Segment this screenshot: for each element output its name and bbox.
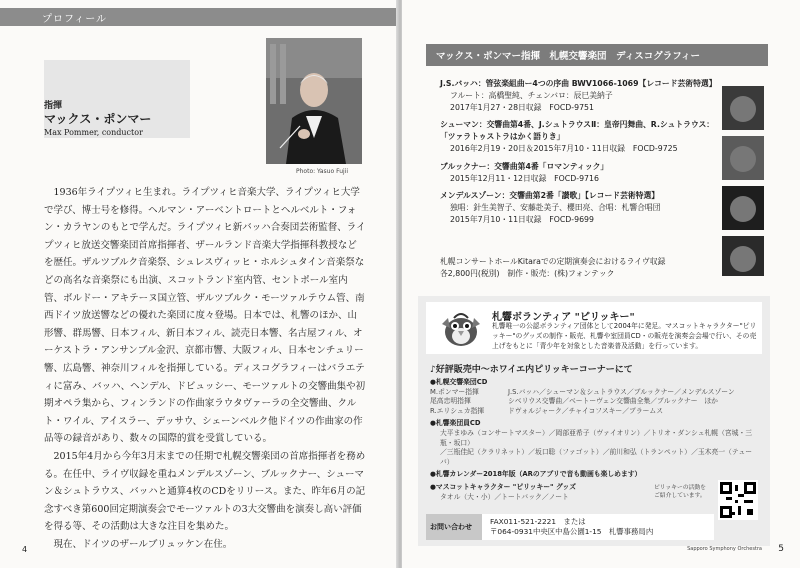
disc-title: メンデルスゾーン：交響曲第2番「讃歌」【レコード芸術特選】: [440, 191, 660, 201]
disc-item: [440, 78, 720, 113]
conductor-cell: R.エリシュカ指揮: [430, 406, 485, 415]
disc-item: [440, 119, 720, 154]
works-cell: シベリウス交響曲／ベートーヴェン交響曲全集／ブルックナー ほか: [508, 397, 718, 406]
shop-category: ●札響楽団員CD: [430, 419, 481, 428]
pikki-intro: [426, 302, 762, 354]
shop-category: ●札幌交響楽団CD: [430, 378, 488, 386]
disc-title: シューマン：交響曲第4番、J.シュトラウスⅡ：皇帝円舞曲、R.シュトラウス：「ツァラトゥストラはかく語りき」: [440, 120, 715, 142]
shop-list: [430, 378, 760, 502]
conductor-cell: M.ポンマー指揮: [430, 387, 479, 396]
note-line: 各2,800円(税別) 制作・販売：(株)フォンテック: [440, 269, 615, 278]
pikki-title: 札響ボランティア "ピリッキー": [492, 312, 635, 323]
conductor-cell: 尾高忠明指揮: [430, 397, 471, 406]
discography-list: [440, 78, 720, 232]
cd-cover-mendelssohn: [722, 236, 764, 276]
disc-detail: 2015年12月11・12日収録 FOCD-9716: [450, 173, 599, 183]
disc-item: [440, 190, 720, 225]
disc-detail: フルート：高橋聖純、チェンバロ：辰巳美納子: [450, 90, 613, 100]
list-item: [430, 388, 760, 398]
pikki-mascot-icon: [436, 308, 486, 350]
photo-credit: Photo: Yasuo Fujii: [296, 168, 348, 175]
list-item: [430, 407, 760, 417]
disc-item: [440, 161, 720, 185]
works-cell: ドヴォルジャーク／チャイコフスキー／ブラームス: [508, 406, 664, 415]
qr-note-line: ピリッキーの活動を: [654, 485, 706, 491]
discography-header: マックス・ポンマー指揮 札幌交響楽団 ディスコグラフィー: [426, 44, 768, 66]
list-item: [430, 397, 760, 407]
bio-paragraph-2: 2015年4月から今年3月末までの任期で札幌交響楽団の首席指揮者を務める。在任中、ライヴ収録を重ねメンデルスゾーン、ブルックナー、シューマン＆シュトラウス、バッハと通算4枚のCDをリリース。また、昨年6月の記念すべき第600回定期演奏会でモーツァルトの3大交響曲を演奏し高い評価を得る等、その活動は大きな注目を集めた。: [44, 450, 366, 533]
disc-detail: 2016年2月19・20日＆2015年7月10・11日収録 FOCD-9725: [450, 143, 678, 153]
qr-code[interactable]: [718, 480, 758, 520]
contact-fax: FAX011-521-2221 または: [490, 517, 586, 526]
pikki-section: [418, 296, 770, 546]
page-number-left: 4: [22, 545, 28, 554]
shop-title: ♪好評販売中〜ホワイエ内ピリッキーコーナーにて: [430, 365, 633, 375]
disc-title: J.S.バッハ：管弦楽組曲ー4つの序曲 BWV1066-1069【レコード芸術特選】: [440, 79, 717, 88]
list-item: タオル（大・小）／トートバック／ノート: [440, 492, 569, 501]
shop-category: ●マスコットキャラクター "ピリッキー" グッズ: [430, 482, 577, 491]
cd-covers: [722, 86, 764, 282]
right-page: [402, 0, 800, 568]
contact-address: 〒064-0931中央区中島公園1-15 札響事務局内: [490, 527, 654, 536]
footer-organization: Sapporo Symphony Orchestra: [687, 546, 762, 552]
note-line: 札幌コンサートホールKitaraでの定期演奏会におけるライヴ収録: [440, 257, 666, 266]
section-header-label: プロフィール: [42, 14, 107, 25]
list-item: 大平まゆみ（コンサートマスター）／岡部亜希子（ヴァイオリン）／トリオ・ダンシュ札幌（宮城・三瓶・坂口）: [440, 428, 753, 447]
contact-bar: [426, 514, 714, 540]
bio-paragraph-1: 1936年ライプツィヒ生まれ。ライプツィヒ音楽大学、ライプツィヒ大学で学び、博士号を修得。ヘルマン・アーベントロートとヘルベルト・フォン・カラヤンのもとで学んだ。ライプツィヒ新バッハ合奏団芸術監督、ライプツィヒ放送交響楽団首席指揮者、ザールランド音楽大学指揮科教授などを歴任。ザルツブルク音楽祭、シュレスヴィッヒ・ホルシュタイン音楽祭などの高名な音楽祭にも出演、スコットランド室内管、セントポール室内管、ボルドー・アキテーヌ国立管、ザルツブルク・モーツァルテウム管、南西ドイツ放送響などの優れた楽団に度々登場。日本では、札響のほか、山形響、群馬響、日本フィル、新日本フィル、読売日本響、名古屋フィル、オーケストラ・アンサンブル金沢、京都市響、大阪フィル、日本センチュリー響、広島響、神奈川フィルを指揮している。ディスコグラフィーはバラエティに富み、バッハ、ヘンデル、ドビュッシー、モーツァルトの交響曲集や初期オペラ集から、フィンランドの作曲家ラウタヴァーラの全交響曲、クルト・ワイル、アイスラー、デッサウ、シェーンベルク他ドイツの作曲家の作品等の録音があり、数々の国際的賞を受賞している。: [44, 187, 366, 445]
disc-detail: 独唱：針生美智子、安藤赴美子、櫻田亮、合唱：札響合唱団: [450, 203, 661, 213]
page-number-right: 5: [778, 544, 784, 554]
qr-note: [654, 484, 706, 500]
cd-cover-schumann: [722, 136, 764, 180]
contact-details: [490, 517, 653, 537]
qr-note-line: ご紹介しています。: [654, 493, 706, 499]
conductor-role: 指揮: [44, 101, 63, 111]
contact-label: お問い合わせ: [426, 514, 482, 540]
shop-category: ●札響カレンダー2018年版（ARのアプリで音も動画も楽しめます）: [430, 470, 642, 479]
bio-paragraph-3: 現在、ドイツのザールブリュッケン在住。: [53, 538, 233, 550]
biography: [44, 184, 366, 553]
section-header: [0, 8, 396, 26]
cd-cover-bruckner: [722, 186, 764, 230]
list-item: ／三瓶佳紀（クラリネット）／坂口聡（ファゴット）／前川和弘（トランペット）／玉木亮一（テューバ）: [440, 448, 753, 466]
works-cell: J.S.バッハ／シューマン＆シュトラウス／ブルックナー／メンデルスゾーン: [508, 387, 735, 396]
disc-detail: 2015年7月10・11日収録 FOCD-9699: [450, 214, 594, 224]
disc-detail: 2017年1月27・28日収録 FOCD-9751: [450, 102, 594, 112]
left-page: [0, 0, 398, 568]
cd-cover-bach: [722, 86, 764, 130]
discography-note: [440, 256, 665, 280]
conductor-photo: [266, 38, 362, 164]
discography-box: [426, 44, 768, 286]
conductor-name-jp: マックス・ポンマー: [44, 112, 152, 126]
disc-title: ブルックナー：交響曲第4番「ロマンティック」: [440, 161, 609, 171]
pikki-description: 札響唯一の公認ボランティア団体として2004年に発足。マスコットキャラクター"ピリッキー"のグッズの制作・販売、札響や室団員CD・の販売を演奏会会場で行い、その売上げをもとに「青少年を対象とした音楽普及活動」を行っています。: [492, 322, 757, 350]
conductor-name-en: Max Pommer, conductor: [44, 128, 143, 137]
